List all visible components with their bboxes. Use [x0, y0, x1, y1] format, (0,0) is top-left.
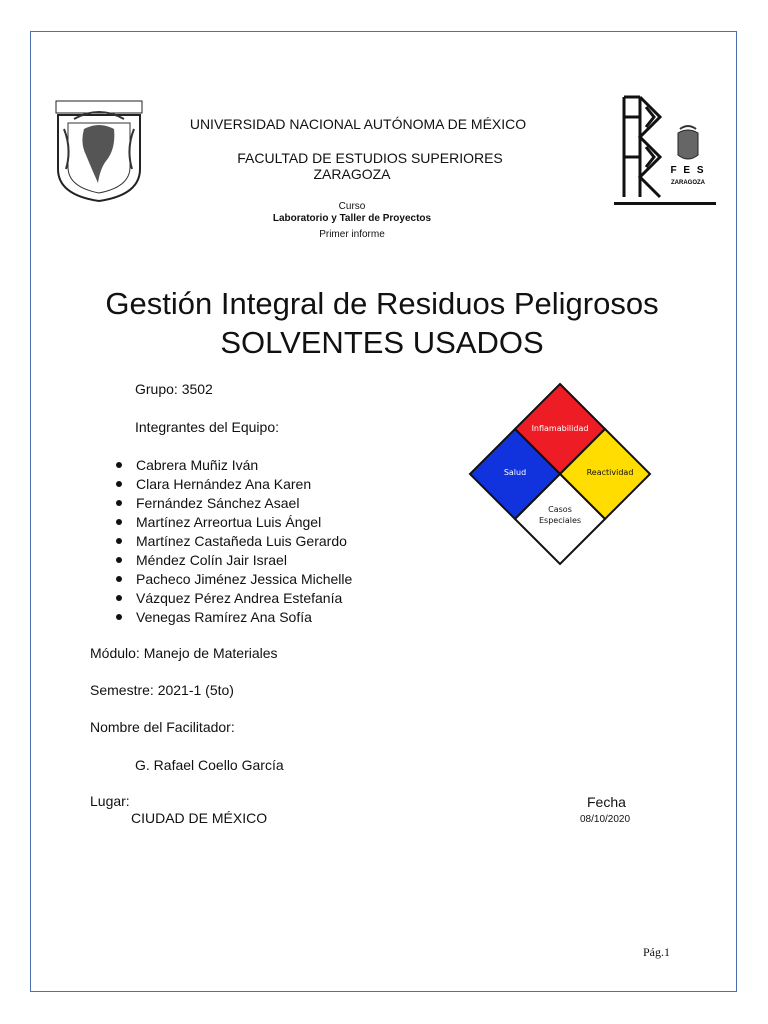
semester-label: Semestre: 2021-1 (5to) [90, 682, 234, 698]
faculty-line1: FACULTAD DE ESTUDIOS SUPERIORES [237, 150, 503, 166]
report-label: Primer informe [319, 229, 385, 240]
group-label: Grupo: 3502 [135, 381, 213, 397]
fes-logo-text: F E S [670, 165, 706, 176]
date-value: 08/10/2020 [580, 814, 631, 825]
bullet-icon [116, 576, 122, 582]
place-value: CIUDAD DE MÉXICO [131, 810, 268, 826]
facilitator-label: Nombre del Facilitador: [90, 719, 235, 735]
bullet-icon [116, 557, 122, 563]
title-line1: Gestión Integral de Residuos Peligrosos [105, 286, 659, 321]
bullet-icon [116, 538, 122, 544]
zaragoza-logo-text: ZARAGOZA [671, 180, 705, 186]
list-item: Fernández Sánchez Asael [116, 494, 352, 513]
list-item: Vázquez Pérez Andrea Estefanía [116, 589, 352, 608]
reactivity-label: Reactividad [586, 468, 634, 477]
list-item: Cabrera Muñiz Iván [116, 456, 352, 475]
faculty-line2: ZARAGOZA [313, 166, 391, 182]
course-label: Curso [338, 201, 366, 212]
title-line2: SOLVENTES USADOS [220, 325, 544, 360]
university-name: UNIVERSIDAD NACIONAL AUTÓNOMA DE MÉXICO [189, 116, 527, 132]
bullet-icon [116, 595, 122, 601]
facilitator-name: G. Rafael Coello García [135, 757, 284, 773]
page-number: Pág.1 [643, 945, 670, 959]
course-name: Laboratorio y Taller de Proyectos [272, 213, 432, 224]
bullet-icon [116, 614, 122, 620]
date-label: Fecha [587, 794, 626, 810]
bullet-icon [116, 519, 122, 525]
flammability-label: Inflamabilidad [531, 424, 589, 433]
list-item: Clara Hernández Ana Karen [116, 475, 352, 494]
list-item: Martínez Castañeda Luis Gerardo [116, 532, 352, 551]
list-item: Venegas Ramírez Ana Sofía [116, 608, 352, 627]
special-label-line2: Especiales [538, 516, 582, 525]
module-label: Módulo: Manejo de Materiales [90, 645, 278, 661]
team-label: Integrantes del Equipo: [135, 419, 279, 435]
list-item: Martínez Arreortua Luis Ángel [116, 513, 352, 532]
members-list [116, 456, 352, 627]
place-label: Lugar: [90, 793, 130, 809]
health-label: Salud [503, 468, 527, 477]
special-label-line1: Casos [548, 505, 572, 514]
list-item: Pacheco Jiménez Jessica Michelle [116, 570, 352, 589]
list-item: Méndez Colín Jair Israel [116, 551, 352, 570]
bullet-icon [116, 500, 122, 506]
bullet-icon [116, 481, 122, 487]
bullet-icon [116, 462, 122, 468]
